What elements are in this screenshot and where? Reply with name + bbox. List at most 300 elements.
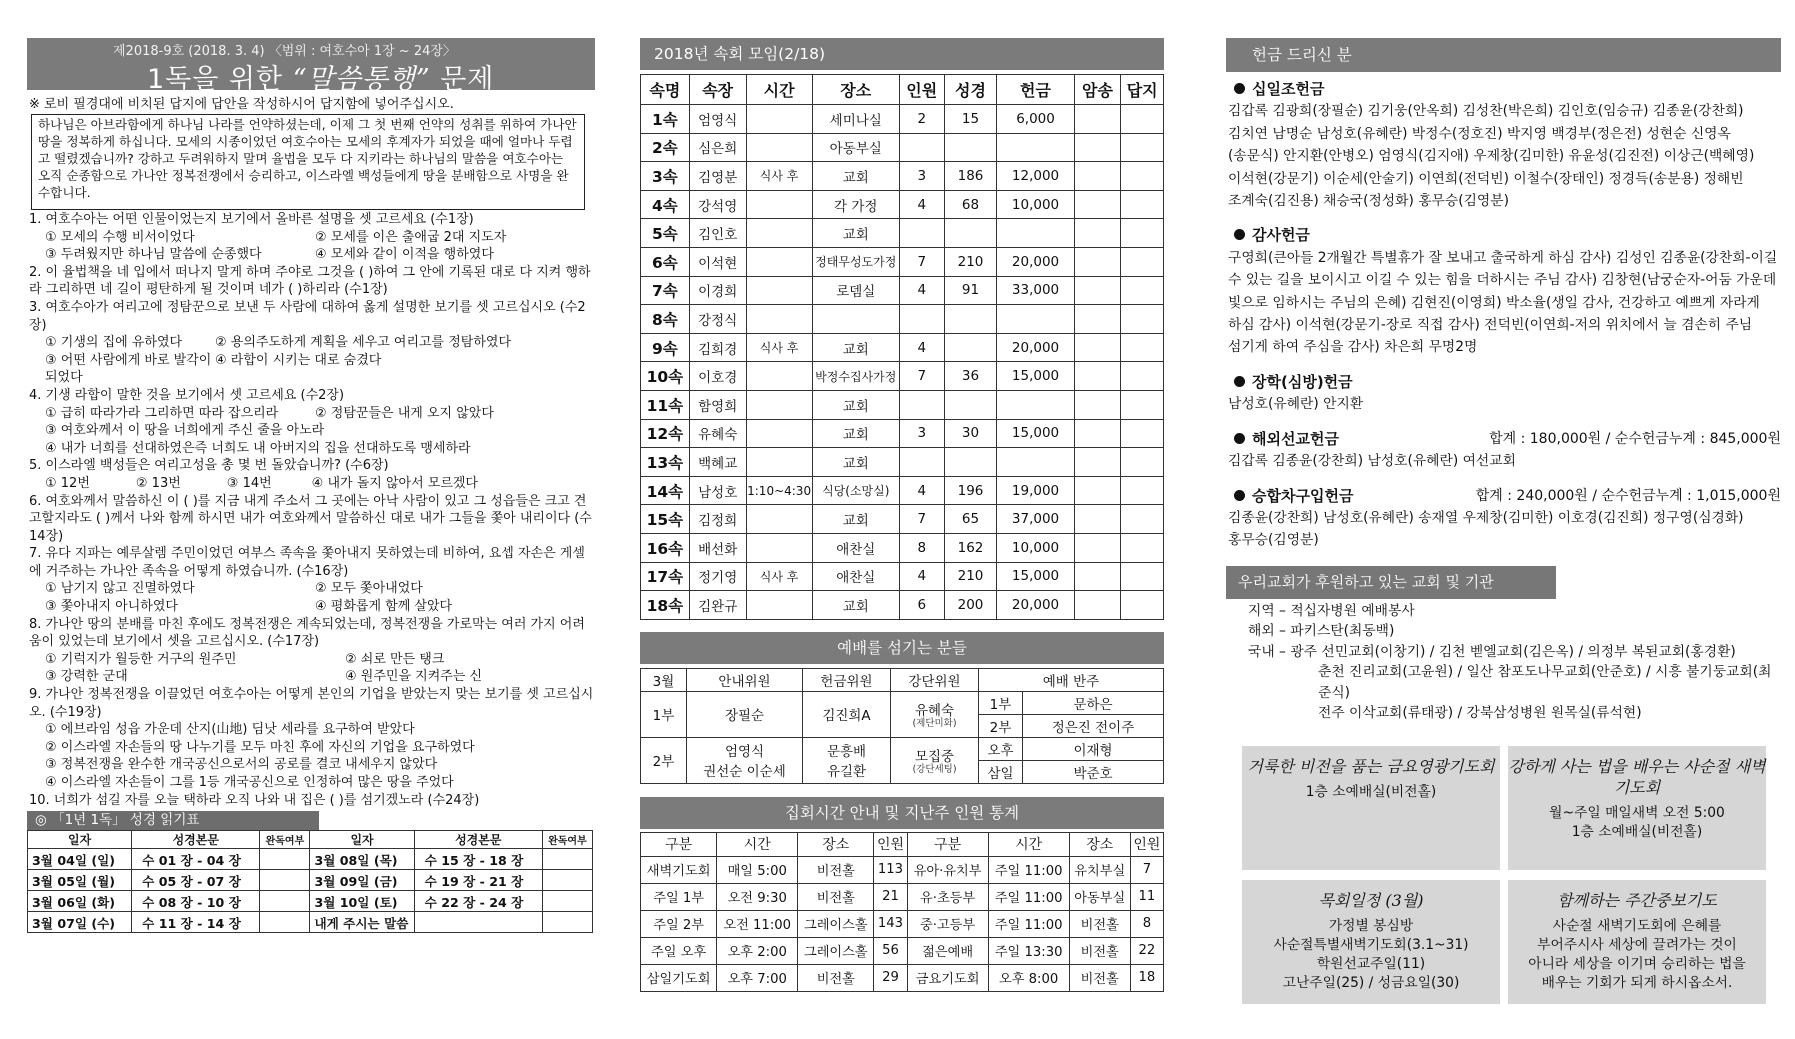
meetings-cell [1121,333,1164,362]
meetings-cell [1074,448,1121,477]
notice-boxes [1242,746,1774,1004]
stats-header: 장소 [1069,832,1130,856]
meetings-cell [1121,390,1164,419]
thanks-names: 구영희(큰아들 2개월간 특별휴가 잘 보내고 출국하게 하심 감사) 김성인 김종윤(강찬희-이길 수 있는 길을 보이시고 이길 수 있는 힘을 더하시는 주님 감사) 김창현(남궁순자-어둠 가운데 빛으로 임하시는 주님의 은혜) 김현진(이영희) 박소율(생일 감사, 건강하고 예쁘게 자라게 하심 감사) 이석현(강문기-장로 직접 감사) 전덕빈(이연희-저의 위치에서 늘 겸손히 주님 섬기게 하여 주심을 감사) 차은희 무명2명 [1228,249,1778,356]
support-list [1226,601,1781,724]
question-option: ① 기럭지가 월등한 거구의 원주민 [45,651,237,667]
worship-p2-offering-b: 유길환 [826,764,867,781]
meetings-cell [746,505,812,534]
reading-cell [414,912,542,933]
offering-column [1226,38,1781,998]
stats-cell: 그레이스홀 [798,910,874,937]
stats-cell: 오후 2:00 [717,937,798,964]
reading-cell: 수 01 장 - 04 장 [132,849,260,870]
stats-cell: 주일 1부 [641,883,717,910]
meetings-cell: 162 [944,533,997,562]
stats-cell: 29 [874,964,907,991]
support-title: 우리교회가 후원하고 있는 교회 및 기관 [1226,566,1556,599]
meetings-cell: 5속 [641,219,690,248]
meetings-cell: 2속 [641,133,690,162]
reading-table [27,830,593,933]
notice-box-line: 가정별 봉심방 [1328,918,1414,934]
meetings-cell: 6속 [641,247,690,276]
tithe-title: 십일조헌금 [1252,80,1325,98]
reading-cell: 3월 09일 (금) [310,870,414,891]
reading-header: 일자 [28,831,132,849]
notice-box-line: 고난주일(25) / 성금요일(30) [1282,975,1460,991]
bullet-icon [1234,490,1245,501]
worship-escort-head: 예배 반주 [979,668,1164,691]
meetings-cell: 4 [899,190,944,219]
reading-cell: 3월 07일 (수) [28,912,132,933]
stats-cell: 56 [874,937,907,964]
question-stem: 9. 가나안 정복전쟁을 이끌었던 여호수아는 어떻게 본인의 기업을 받았는지 맞는 보기를 셋 고르십시오. (수19장) [29,687,594,720]
reading-cell [542,891,592,912]
meetings-cell [899,390,944,419]
bullet-icon [1234,376,1245,387]
meetings-row [641,219,1164,248]
stats-cell: 그레이스홀 [798,937,874,964]
reading-cell: 수 22 장 - 24 장 [414,891,542,912]
question-stem: 7. 유다 지파는 예루살렘 주민이었던 여부스 족속을 쫓아내지 못하였는데 비하여, 요셉 자손은 게셀에 거주하는 가나안 족속을 어떻게 하였습니까. (수16장) [29,546,585,579]
worship-altar-head: 강단위원 [891,668,979,691]
meetings-cell [1074,419,1121,448]
stats-header: 구분 [907,832,988,856]
meetings-cell [1074,362,1121,391]
quiz-intro: 하나님은 아브라함에게 하나님 나라를 언약하셨는데, 이제 그 첫 번째 언약의 성취를 위하여 가나안 땅을 정복하게 하십니다. 모세의 시종이었던 여호수아는 모세의 후계자가 되었을 때에 얼마나 두렵고 떨렸겠습니까? 강하고 두려워하지 말며 율법을 모두 다 지키라는 하나님의 말씀을 여호수아는 오직 순종함으로 가나안 정복전쟁에서 승리하고, 이스라엘 백성들에게 땅을 분배함으로 사명을 완수합니다. [31,114,585,210]
meetings-row [641,591,1164,620]
question-option: ② 13번 [135,475,181,491]
stats-cell: 8 [1130,910,1163,937]
stats-cell: 금요기도회 [907,964,988,991]
question-option: ② 쇠로 만든 탱크 [345,651,445,667]
meetings-cell: 18속 [641,591,690,620]
meetings-header: 암송 [1074,75,1121,105]
meetings-cell [1074,133,1121,162]
meetings-cell: 7 [899,362,944,391]
question [27,616,595,686]
stats-row [641,937,1164,964]
meetings-cell [1121,533,1164,562]
thanks-title: 감사헌금 [1252,226,1310,245]
worship-usher-head: 안내위원 [687,668,803,691]
reading-cell: 3월 06일 (화) [28,891,132,912]
question-option: ④ 이스라엘 자손들이 그를 1등 개국공신으로 인정하여 많은 땅을 주었다 [45,775,454,790]
reading-cell [542,912,592,933]
meetings-cell [1074,533,1121,562]
meetings-cell: 김희경 [689,333,746,362]
meetings-cell: 교회 [812,419,899,448]
meetings-cell [1074,162,1121,191]
meetings-cell: 식사 후 [746,562,812,591]
meetings-cell: 강석영 [689,190,746,219]
meetings-cell: 210 [944,562,997,591]
meetings-cell [746,247,812,276]
meetings-cell: 10,000 [997,190,1074,219]
stats-row [641,856,1164,883]
question-option: ① 기생의 집에 유하였다 [45,335,183,351]
worship-altar2-note: (강단세팅) [912,764,957,776]
meetings-cell: 식사 후 [746,162,812,191]
meetings-cell [944,305,997,334]
meetings-cell: 3속 [641,162,690,191]
meetings-cell: 20,000 [997,333,1074,362]
meetings-cell: 7 [899,247,944,276]
offerings-list [1226,78,1781,552]
meetings-cell: 15속 [641,505,690,534]
bullet-icon [1234,433,1245,444]
reading-title: ◎ 「1년 1독」 성경 읽기표 [27,811,319,830]
question [27,299,595,387]
notice-box-line: 1층 소예배실(비전홀) [1305,784,1437,800]
meetings-cell: 김정희 [689,505,746,534]
meetings-cell: 6,000 [997,105,1074,134]
meetings-cell: 애찬실 [812,562,899,591]
meetings-row [641,419,1164,448]
meetings-row [641,476,1164,505]
question-option: ③ 두려웠지만 하나님 말씀에 순종했다 [45,247,262,263]
question-stem: 8. 가나안 땅의 분배를 마친 후에도 정복전쟁은 계속되었는데, 정복전쟁을 가로막는 여러 가지 어려움이 있었는데 보기에서 셋을 고르십시오. (수17장) [29,616,585,650]
meetings-cell [1074,333,1121,362]
reading-cell [260,891,310,912]
meetings-cell [944,133,997,162]
mission-sum: 합계 : 180,000원 / 순수헌금누계 : 845,000원 [1489,430,1781,447]
reading-header: 성경본문 [132,831,260,849]
question-options [27,229,595,264]
worship-p1-offering: 김진희A [803,691,891,737]
question-option: ① 급히 따라가라 그리하면 따라 잡으리라 [45,405,279,421]
notice-box-title: 목회일정 (3월) [1318,891,1424,910]
reading-row [28,849,593,870]
stats-cell: 113 [874,856,907,883]
stats-cell: 비전홀 [798,856,874,883]
question-stem: 2. 이 율법책을 네 입에서 떠나지 말게 하며 주야로 그것을 ( )하여 그 안에 기록된 대로 다 지켜 행하라 그리하면 네 길이 평탄하게 될 것이며 네가 ( )하리라 (수1장) [29,264,591,298]
stats-title: 집회시간 안내 및 지난주 인원 통계 [640,797,1164,829]
reading-cell: 수 19 장 - 21 장 [414,870,542,891]
support-domestic-3: 전주 이삭교회(류태광) / 강북삼성병원 원목실(류석현) [1318,705,1642,722]
question-stem: 6. 여호와께서 말씀하신 이 ( )를 지금 내게 주소서 그 곳에는 아낙 사람이 있고 그 성읍들은 크고 견고할지라도 ( )께서 나와 함께 하시면 내가 여호와께서 말씀하신 대로 내가 그들을 쫓아 내리이다 (수14장) [29,493,592,544]
meetings-cell: 김인호 [689,219,746,248]
question [27,387,595,457]
meetings-cell: 식당(소망실) [812,476,899,505]
meetings-row [641,162,1164,191]
meetings-cell: 심은희 [689,133,746,162]
meetings-cell [1074,505,1121,534]
stats-cell: 주일 13:30 [988,937,1069,964]
notice-box-line: 부어주시사 세상에 끌려가는 것이 [1537,937,1737,953]
question-option: ① 남기지 않고 진멸하였다 [45,581,195,597]
notice-box-line: 학원선교주일(11) [1316,956,1426,972]
meetings-cell [944,390,997,419]
meetings-cell: 17속 [641,562,690,591]
meetings-cell: 7속 [641,276,690,305]
notice-box-line: 사순절 새벽기도회에 은혜를 [1552,918,1722,934]
stats-cell: 오전 9:30 [717,883,798,910]
question-stem: 1. 여호수아는 어떤 인물이었는지 보기에서 올바른 설명을 셋 고르세요 (수1장) [29,212,474,227]
meetings-cell: 196 [944,476,997,505]
stats-header: 시간 [988,832,1069,856]
tithe-heading [1226,78,1781,100]
stats-cell: 주일 11:00 [988,883,1069,910]
question-option: ② 이스라엘 자손들의 땅 나누기를 모두 마친 후에 자신의 기업을 요구하였다 [45,739,475,755]
meetings-cell [1121,505,1164,534]
meetings-cell: 3 [899,419,944,448]
stats-cell: 오전 11:00 [717,910,798,937]
quiz-note: ※ 로비 필경대에 비치된 답지에 답안을 작성하시어 답지함에 넣어주십시오. [29,97,454,112]
worship-altar1-name: 유혜숙 [914,703,955,720]
meetings-cell [1121,162,1164,191]
worship-p2-offering [803,737,891,783]
worship-table [640,668,1164,784]
question-option: ② 정탐꾼들은 내게 오지 않았다 [315,405,494,421]
question [27,792,595,810]
question [27,493,595,546]
meetings-cell [997,305,1074,334]
reading-row [28,891,593,912]
question-option: ② 모세를 이은 출애굽 2대 지도자 [315,229,507,245]
reading-cell: 수 11 장 - 14 장 [132,912,260,933]
stats-cell: 유아·유치부 [907,856,988,883]
car-sum: 합계 : 240,000원 / 순수헌금누계 : 1,015,000원 [1475,487,1781,504]
reading-cell: 3월 04일 (일) [28,849,132,870]
notice-box [1508,746,1766,870]
support-region: 지역 – 적십자병원 예배봉사 [1248,602,1415,619]
stats-cell: 주일 11:00 [988,856,1069,883]
mission-title: 해외선교헌금 [1252,429,1339,448]
question-option-row [45,405,595,423]
escort-name: 문하은 [1023,691,1164,714]
meetings-cell: 9속 [641,333,690,362]
reading-cell: 수 15 장 - 18 장 [414,849,542,870]
meetings-cell: 10속 [641,362,690,391]
meetings-row [641,505,1164,534]
meetings-cell: 91 [944,276,997,305]
meetings-cell: 정기영 [689,562,746,591]
car-heading [1226,485,1781,507]
meetings-row [641,247,1164,276]
stats-cell: 7 [1130,856,1163,883]
meetings-cell [746,105,812,134]
question-stem: 5. 이스라엘 백성들은 여리고성을 총 몇 번 돌았습니까? (수6장) [29,458,389,474]
meetings-cell: 13속 [641,448,690,477]
question-option: ① 모세의 수행 비서이었다 [45,229,195,245]
meetings-cell: 36 [944,362,997,391]
meetings-cell: 200 [944,591,997,620]
meetings-cell: 정태무성도가정 [812,247,899,276]
meetings-cell: 남성호 [689,476,746,505]
meetings-cell [944,333,997,362]
quiz-header [27,38,595,95]
meetings-cell [812,305,899,334]
question-option: ③ 여호와께서 이 땅을 너희에게 주신 줄을 아노라 [45,423,325,439]
meetings-cell [746,305,812,334]
meetings-cell: 4 [899,476,944,505]
question-option: ③ 강력한 군대 [45,669,128,685]
notice-box-line: 1층 소예배실(비전홀) [1571,824,1703,840]
car-title: 승합차구입헌금 [1252,486,1354,505]
stats-cell: 삼일기도회 [641,964,717,991]
quiz-title-c: 문제 [440,64,495,95]
meetings-cell [997,219,1074,248]
meetings-row [641,190,1164,219]
question-options [27,334,595,387]
meetings-cell [746,190,812,219]
meetings-cell: 교회 [812,219,899,248]
reading-cell [260,912,310,933]
meetings-cell: 33,000 [997,276,1074,305]
meetings-cell: 15 [944,105,997,134]
offerings-title: 헌금 드리신 분 [1226,38,1781,72]
meetings-header: 인원 [899,75,944,105]
question-option: ④ 내가 돌지 않아서 모르겠다 [311,475,478,491]
stats-cell: 오후 7:00 [717,964,798,991]
meetings-cell: 12속 [641,419,690,448]
meetings-cell [944,448,997,477]
question-option: ② 모두 쫓아내었다 [315,581,423,597]
meetings-row [641,448,1164,477]
question-list [27,211,595,809]
meetings-cell: 4속 [641,190,690,219]
meetings-cell [1074,591,1121,620]
meetings-cell [1074,105,1121,134]
worship-offering-head: 헌금위원 [803,668,891,691]
meetings-cell: 8속 [641,305,690,334]
question-option: ③ 쫓아내지 아니하였다 [45,599,178,615]
meetings-cell [1121,190,1164,219]
meetings-cell [746,533,812,562]
reading-cell: 수 08 장 - 10 장 [132,891,260,912]
question-option: ④ 모세와 같이 이적을 행하였다 [315,247,494,263]
meetings-header: 시간 [746,75,812,105]
scholar-names: 남성호(유혜란) 안지환 [1228,396,1364,413]
meetings-cell: 강정식 [689,305,746,334]
reading-cell: 3월 08일 (목) [310,849,414,870]
stats-header: 장소 [798,832,874,856]
meetings-cell [1121,476,1164,505]
meetings-cell: 1속 [641,105,690,134]
meetings-cell [899,305,944,334]
reading-cell: 3월 05일 (월) [28,870,132,891]
meetings-cell: 함영희 [689,390,746,419]
meetings-cell: 각 가정 [812,190,899,219]
meetings-cell: 4 [899,276,944,305]
stats-cell: 주일 11:00 [988,910,1069,937]
meetings-cell: 김영분 [689,162,746,191]
worship-altar1 [891,691,979,737]
issue-line: 제2018-9호 (2018. 3. 4) 〈범위 : 여호수아 1장 ~ 24장〉 [113,44,456,59]
meetings-cell: 186 [944,162,997,191]
meetings-cell: 65 [944,505,997,534]
meetings-cell: 세미나실 [812,105,899,134]
question [27,211,595,264]
stats-cell: 비전홀 [798,883,874,910]
meetings-cell [746,419,812,448]
question-options [27,405,595,458]
question-option: ④ 라합이 시키는 대로 숨겼다 [215,352,382,368]
meetings-row [641,362,1164,391]
quiz-title-a: 1독을 위한 [147,64,284,95]
meetings-row [641,305,1164,334]
worship-altar2 [891,737,979,783]
meetings-header: 성경 [944,75,997,105]
quiz-title [147,57,494,96]
stats-cell: 오후 8:00 [988,964,1069,991]
question [27,545,595,615]
scholar-heading [1226,371,1781,393]
reading-header: 일자 [310,831,414,849]
meetings-cell [997,448,1074,477]
meetings-row [641,390,1164,419]
thanks-heading [1226,224,1781,246]
worship-p2-usher-b: 권선순 이순세 [703,764,786,781]
worship-p2: 2부 [641,737,687,783]
stats-cell: 비전홀 [1069,964,1130,991]
meetings-cell: 교회 [812,591,899,620]
quiz-title-b: “말씀통행” [292,64,431,95]
question-option: ③ 정복전쟁을 완수한 개국공신으로서의 공로를 결코 내세우지 않았다 [45,757,438,773]
question-option: ④ 내가 너희를 선대하였은즉 너희도 내 아버지의 집을 선대하도록 맹세하라 [45,440,471,456]
meetings-row [641,276,1164,305]
meetings-cell: 30 [944,419,997,448]
question-options [27,580,595,615]
meetings-cell [1074,276,1121,305]
meetings-header: 답지 [1121,75,1164,105]
notice-box-line: 아니라 세상을 이기며 승리하는 법을 [1528,956,1746,972]
stats-cell: 아동부실 [1069,883,1130,910]
notice-box [1242,880,1500,1004]
question-options [27,651,595,686]
meetings-table [640,74,1164,620]
meetings-cell: 20,000 [997,591,1074,620]
meetings-cell: 교회 [812,448,899,477]
reading-cell [542,870,592,891]
meetings-cell [997,390,1074,419]
stats-header: 구분 [641,832,717,856]
notice-box-line: 배우는 기회가 되게 하시옵소서. [1541,975,1733,991]
meetings-cell [1074,562,1121,591]
meetings-cell: 68 [944,190,997,219]
stats-cell: 비전홀 [1069,937,1130,964]
notice-box-title: 함께하는 주간중보기도 [1557,891,1717,910]
escort-name: 박준호 [1023,760,1164,783]
reading-cell: 내게 주시는 말씀 [310,912,414,933]
reading-cell [542,849,592,870]
question-options [27,721,595,791]
meetings-cell: 12,000 [997,162,1074,191]
meetings-cell [746,219,812,248]
stats-header: 인원 [874,832,907,856]
question-option: ③ 어떤 사람에게 바로 발각이 되었다 [45,352,212,386]
meetings-cell: 14속 [641,476,690,505]
meetings-cell [1074,219,1121,248]
question-options [27,475,595,493]
stats-cell: 유치부실 [1069,856,1130,883]
meetings-cell: 이경희 [689,276,746,305]
stats-cell: 새벽기도회 [641,856,717,883]
meetings-cell: 19,000 [997,476,1074,505]
question-option: ① 12번 [45,475,90,491]
meetings-cell: 이석현 [689,247,746,276]
meetings-cell [1074,190,1121,219]
meetings-cell [1074,247,1121,276]
reading-header: 성경본문 [414,831,542,849]
car-names: 김종윤(강찬희) 남성호(유혜란) 송재열 우제창(김미한) 이호경(김진희) 정구영(심경화) 홍무승(김영분) [1228,509,1744,549]
notice-box [1242,746,1500,870]
bullet-icon [1234,229,1245,240]
escort-part: 삼일 [979,760,1023,783]
meetings-cell [1121,247,1164,276]
question-option: ③ 14번 [226,475,272,491]
